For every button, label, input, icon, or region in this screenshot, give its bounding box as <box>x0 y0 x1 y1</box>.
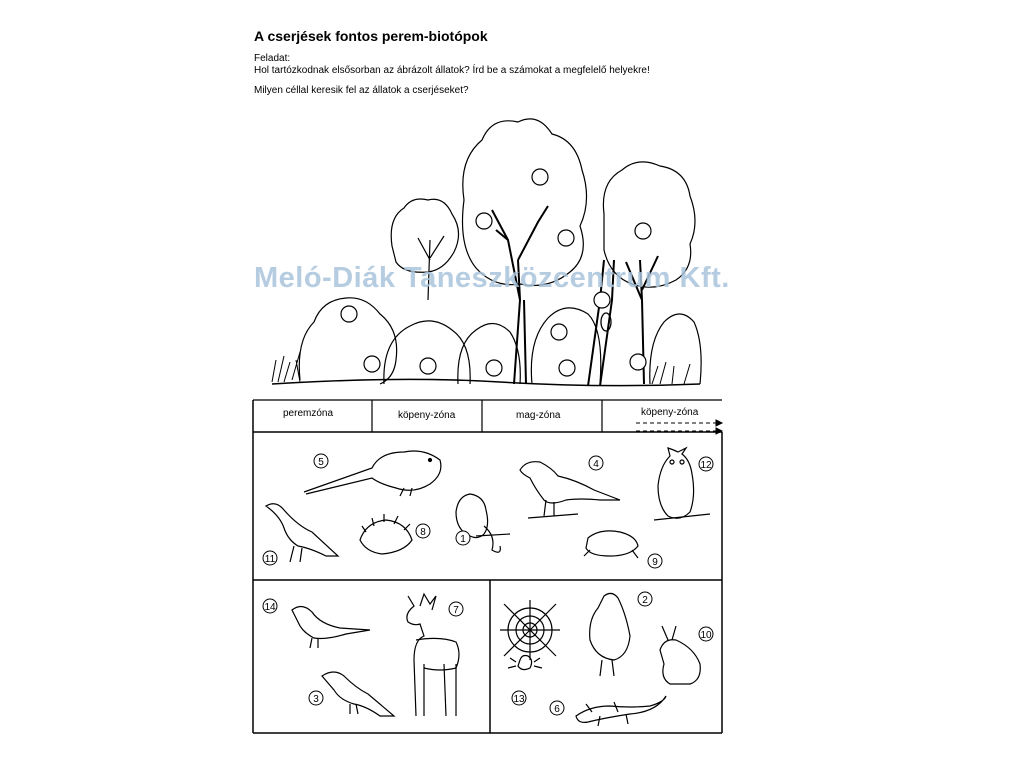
animal-number-12: 12 <box>700 460 712 471</box>
zone-label-3: mag-zóna <box>516 410 561 421</box>
animal-number-14: 14 <box>264 602 276 613</box>
animal-number-9: 9 <box>652 557 658 568</box>
animal-14-drawing <box>292 606 370 648</box>
animal-number-5: 5 <box>318 457 324 468</box>
animal-boxes <box>253 432 722 733</box>
shrub-illustration <box>272 119 701 386</box>
animal-number-6: 6 <box>554 704 560 715</box>
animal-number-1: 1 <box>460 534 466 545</box>
zone-label-4: köpeny-zóna <box>641 407 699 418</box>
animal-number-10: 10 <box>700 630 712 641</box>
task-text: Hol tartózkodnak elsősorban az ábrázolt állatok? Írd be a számokat a megfelelő helyekre! <box>254 65 650 76</box>
task-label: Feladat: <box>254 53 291 64</box>
animal-number-3: 3 <box>313 694 319 705</box>
animal-10-drawing <box>660 626 700 684</box>
animal-2-drawing <box>590 593 630 676</box>
page-title: A cserjések fontos perem-biotópok <box>254 28 488 44</box>
animal-number-4: 4 <box>593 459 599 470</box>
animal-number-8: 8 <box>420 527 426 538</box>
question-text: Milyen céllal keresik fel az állatok a cserjéseket? <box>254 85 469 96</box>
watermark: Meló-Diák Taneszközcentrum Kft. <box>254 262 730 294</box>
animal-11-drawing <box>266 504 338 562</box>
animal-number-2: 2 <box>642 595 648 606</box>
animal-4-drawing <box>520 462 620 518</box>
animal-number-7: 7 <box>453 605 459 616</box>
animal-8-drawing <box>360 514 412 554</box>
animal-3-drawing <box>322 672 394 716</box>
animal-9-drawing <box>584 531 638 558</box>
animal-number-13: 13 <box>513 694 525 705</box>
animal-13-drawing <box>500 600 560 670</box>
zone-label-2: köpeny-zóna <box>398 410 456 421</box>
animal-6-drawing <box>576 696 666 726</box>
zone-label-1: peremzóna <box>283 408 334 419</box>
animal-number-11: 11 <box>264 554 276 565</box>
